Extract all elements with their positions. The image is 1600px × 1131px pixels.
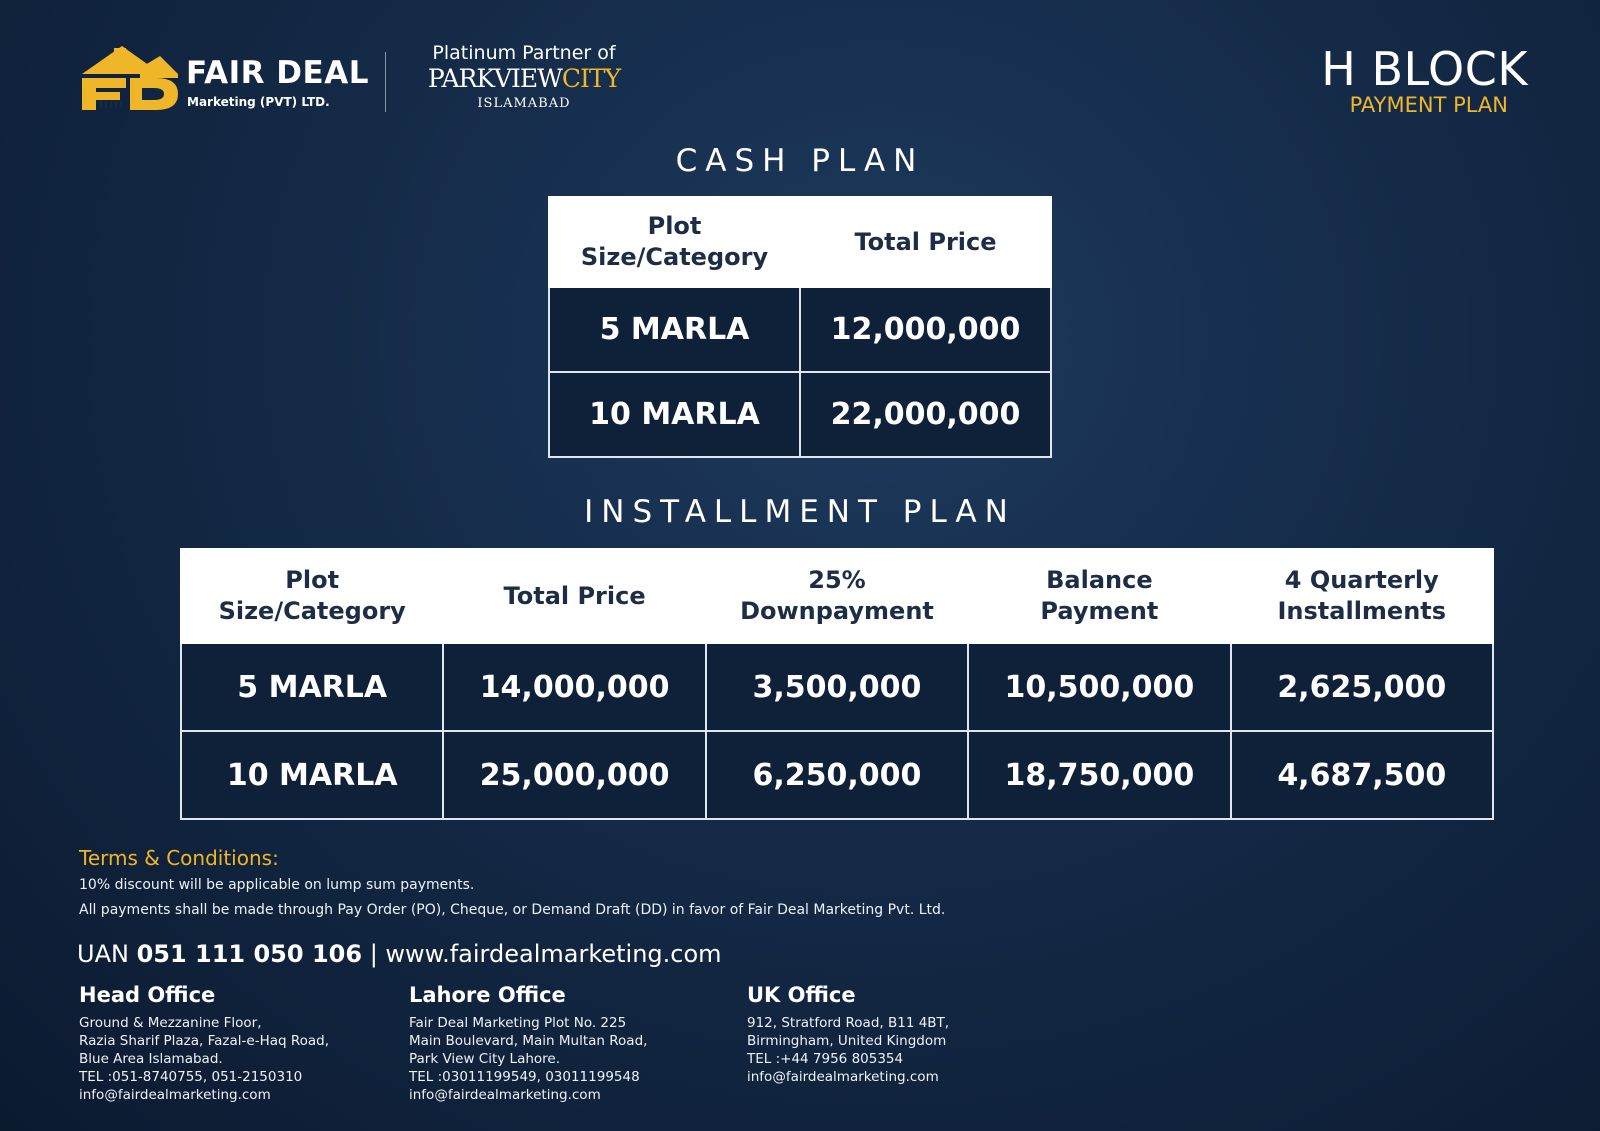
cell-total-price: 12,000,000 [800,287,1051,372]
installment-plan-title: INSTALLMENT PLAN [584,494,1016,530]
cell-plot-size: 5 MARLA [181,643,443,731]
office-address-line: Razia Sharif Plaza, Fazal-e-Haq Road, [79,1033,330,1049]
table-row [181,643,1493,731]
uan-label: UAN [77,940,129,968]
contact-line [77,942,722,966]
header-label: 25% Downpayment [740,566,934,625]
cell-total-price: 14,000,000 [443,643,705,731]
brand-subtitle: Marketing (PVT) LTD. [187,95,330,109]
cell-balance-payment: 18,750,000 [968,731,1230,819]
partner-brand [412,66,636,91]
cell-plot-size: 5 MARLA [549,287,800,372]
cash-plan-title: CASH PLAN [675,143,925,179]
cell-total-price: 22,000,000 [800,372,1051,457]
partner-brand-name: PARKVIEW [427,64,562,93]
uk-office [747,985,949,1086]
office-name: Head Office [79,983,216,1007]
uan-number[interactable]: 051 111 050 106 [136,940,363,968]
header-label: Total Price [854,227,997,256]
table-header-row [181,549,1493,643]
table-row [549,287,1051,372]
terms-line: 10% discount will be applicable on lump sum payments. [79,877,475,893]
fair-deal-logo-icon [80,44,178,110]
header-label: 4 Quarterly Installments [1277,566,1447,625]
terms-title: Terms & Conditions: [79,846,279,870]
partner-brand-city: CITY [561,64,621,93]
cell-quarterly-installment: 2,625,000 [1231,643,1493,731]
table-row [549,372,1051,457]
partner-line: Platinum Partner of [432,42,616,64]
cash-plan-table [548,196,1052,458]
cell-balance-payment: 10,500,000 [968,643,1230,731]
website-link[interactable]: www.fairdealmarketing.com [385,940,722,968]
office-phone[interactable]: TEL :051-8740755, 051-2150310 [79,1069,303,1085]
partner-city: ISLAMABAD [477,96,571,111]
office-name: Lahore Office [409,983,566,1007]
office-email[interactable]: info@fairdealmarketing.com [747,1069,939,1085]
block-title: H BLOCK [1321,42,1528,96]
installment-plan-table [180,548,1494,820]
contact-separator: | [369,940,378,968]
block-subtitle: PAYMENT PLAN [1349,93,1508,117]
cell-quarterly-installment: 4,687,500 [1231,731,1493,819]
office-name: UK Office [747,983,856,1007]
office-address-line: Birmingham, United Kingdom [747,1033,947,1049]
header-label: Plot Size/Category [580,212,769,271]
header-plot-size [549,197,800,287]
office-phone[interactable]: TEL :+44 7956 805354 [747,1051,904,1067]
office-address-line: Main Boulevard, Main Multan Road, [409,1033,648,1049]
office-address-line: Ground & Mezzanine Floor, [79,1015,262,1031]
office-address-line: Blue Area Islamabad. [79,1051,223,1067]
office-email[interactable]: info@fairdealmarketing.com [409,1087,601,1103]
head-office [79,985,329,1104]
table-header-row [549,197,1051,287]
cell-plot-size: 10 MARLA [549,372,800,457]
header-balance-payment [968,549,1230,643]
header-total-price [800,197,1051,287]
table-row [181,731,1493,819]
terms-line: All payments shall be made through Pay Order (PO), Cheque, or Demand Draft (DD) in favor of Fair Deal Marketing Pvt. Ltd. [79,902,946,918]
header-downpayment [706,549,968,643]
office-address-line: 912, Stratford Road, B11 4BT, [747,1015,950,1031]
cell-downpayment: 3,500,000 [706,643,968,731]
lahore-office [409,985,647,1104]
office-address-line: Fair Deal Marketing Plot No. 225 [409,1015,627,1031]
header-label: Total Price [503,581,646,610]
office-phone[interactable]: TEL :03011199549, 03011199548 [409,1069,640,1085]
header-label: Balance Payment [1040,566,1159,625]
header-quarterly-installments [1231,549,1493,643]
cell-downpayment: 6,250,000 [706,731,968,819]
header-divider [385,52,386,112]
cell-total-price: 25,000,000 [443,731,705,819]
header-plot-size [181,549,443,643]
brand-name: FAIR DEAL [186,55,369,91]
header-label: Plot Size/Category [218,566,406,625]
cell-plot-size: 10 MARLA [181,731,443,819]
header-total-price [443,549,705,643]
office-address-line: Park View City Lahore. [409,1051,561,1067]
office-email[interactable]: info@fairdealmarketing.com [79,1087,271,1103]
